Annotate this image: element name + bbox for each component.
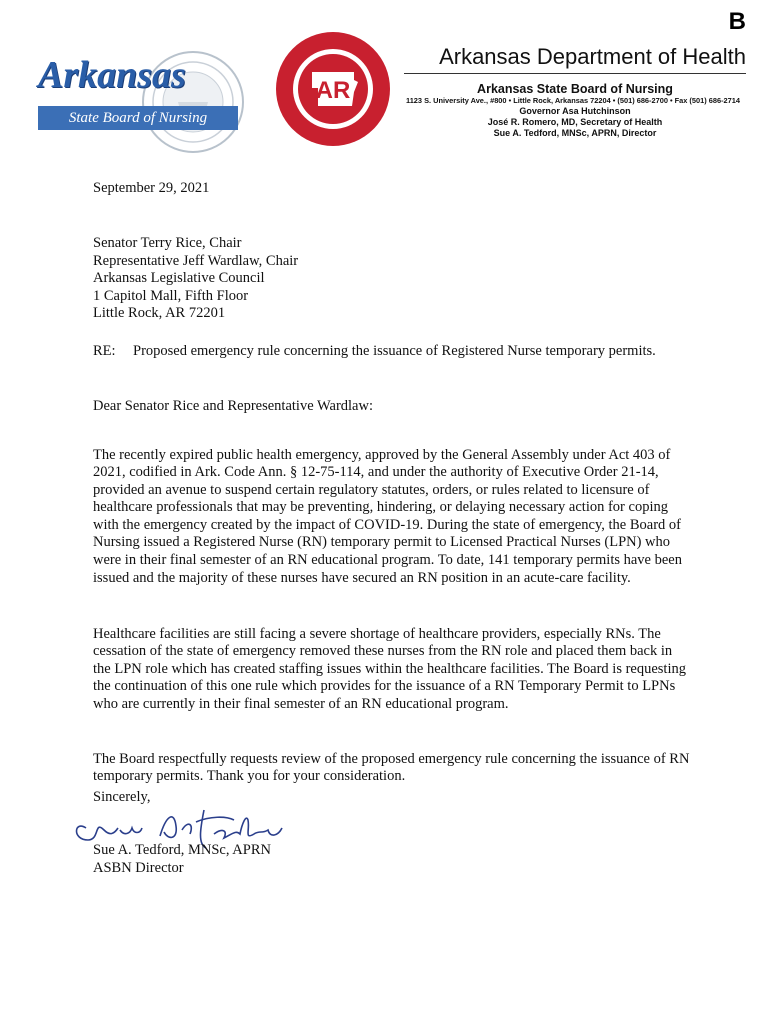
- recipient-line: Little Rock, AR 72201: [93, 305, 226, 322]
- subject-line: [93, 343, 656, 360]
- body-paragraph: Healthcare facilities are still facing a severe shortage of healthcare providers, especially RNs. The cessation of the state of emergency removed these nurses from the RN role and placed them back in the LPN role which has created staffing issues within the healthcare facilities. The Board is requesting the continuation of this one rule which provides for the issuance of a RN Temporary Permit to LPNs who are currently in their final semester of an RN educational program.: [93, 625, 686, 712]
- recipient-line: 1 Capitol Mall, Fifth Floor: [93, 287, 249, 304]
- subject-text: Proposed emergency rule concerning the issuance of Registered Nurse temporary permits.: [133, 343, 656, 359]
- body-paragraph: The Board respectfully requests review of the proposed emergency rule concerning the issuance of RN temporary permits. Thank you for your consideration.: [93, 750, 690, 785]
- subject-label: RE:: [93, 343, 116, 359]
- recipient-line: Representative Jeff Wardlaw, Chair: [93, 252, 299, 269]
- exhibit-label: B: [728, 8, 746, 35]
- recipient-line: Senator Terry Rice, Chair: [93, 235, 242, 251]
- adh-seal-text: AR: [315, 77, 351, 104]
- signer-name: Sue A. Tedford, MNSc, APRN: [93, 842, 271, 858]
- asbn-logo: [38, 47, 248, 133]
- secretary-line: José R. Romero, MD, Secretary of Health: [487, 117, 663, 127]
- board-name: Arkansas State Board of Nursing: [477, 82, 673, 96]
- signer-block: [93, 842, 271, 877]
- signer-title: ASBN Director: [93, 859, 184, 876]
- recipient-block: [93, 235, 298, 323]
- body-paragraph: The recently expired public health emergency, approved by the General Assembly under Act 403 of 2021, codified in Ark. Code Ann. § 12-75-114, and under the authority of Executive Order 21-14, provided an avenue to suspend certain regulatory statutes, orders, or rules related to licensure of healthcare professionals that may be preventing, hindering, or delaying necessary action for coping with the emergency created by the impact of COVID-19. During the state of emergency, the Board of Nursing issued a Registered Nurse (RN) temporary permit to Licensed Practical Nurses (LPN) who were in their final semester of an RN educational program. To date, 141 temporary permits have been issued and the majority of these nurses have secured an RN position in an acute-care facility.: [93, 446, 682, 586]
- governor-line: Governor Asa Hutchinson: [519, 106, 631, 116]
- director-line: Sue A. Tedford, MNSc, APRN, Director: [493, 128, 657, 138]
- closing: Sincerely,: [93, 789, 151, 805]
- salutation: Dear Senator Rice and Representative Wardlaw:: [93, 398, 373, 414]
- letterhead-text-block: [404, 44, 746, 139]
- department-title: Arkansas Department of Health: [404, 44, 746, 74]
- department-of-health-seal-icon: [274, 30, 392, 148]
- recipient-line: Arkansas Legislative Council: [93, 270, 265, 287]
- asbn-logo-word: Arkansas: [38, 54, 186, 96]
- board-address: 1123 S. University Ave., #800 • Little Rock, Arkansas 72204 • (501) 686-2700 • Fax (501) 686-2714: [406, 96, 740, 105]
- letter-date: September 29, 2021: [93, 180, 210, 196]
- asbn-logo-band: State Board of Nursing: [38, 106, 238, 130]
